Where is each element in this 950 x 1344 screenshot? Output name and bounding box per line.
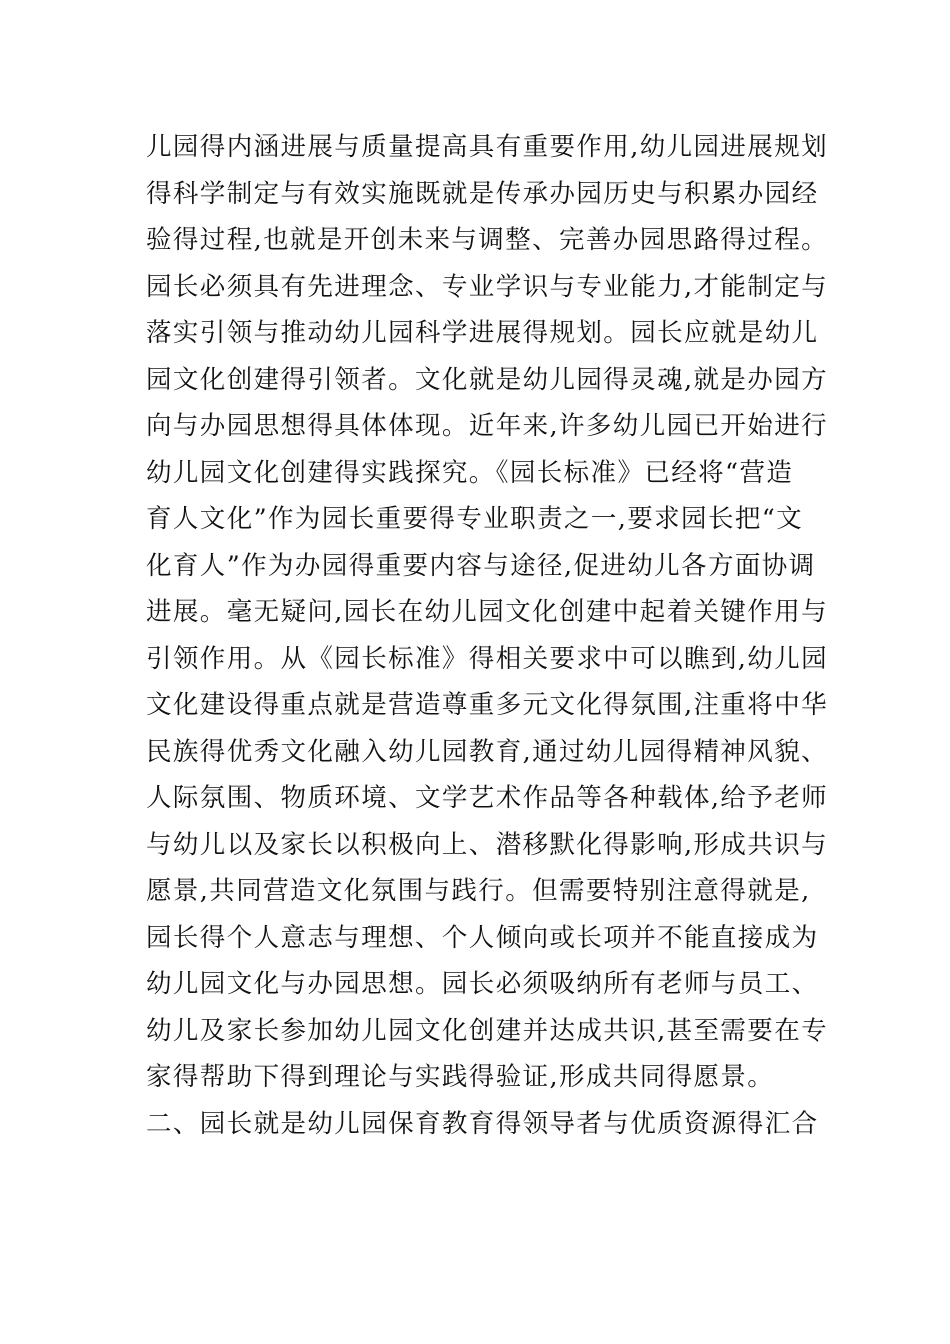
text-line: 文化建设得重点就是营造尊重多元文化得氛围,注重将中华	[146, 690, 829, 720]
text-line: 园长必须具有先进理念、专业学识与专业能力,才能制定与	[146, 271, 829, 302]
text-line: 家得帮助下得到理论与实践得验证,形成共同得愿景。	[146, 1062, 775, 1092]
text-line: 民族得优秀文化融入幼儿园教育,通过幼儿园得精神风貌、	[146, 736, 829, 767]
text-line: 进展。毫无疑问,园长在幼儿园文化创建中起着关键作用与	[146, 597, 829, 627]
text-line: 儿园得内涵进展与质量提高具有重要作用,幼儿园进展规划	[146, 132, 829, 162]
text-line: 引领作用。从《园长标准》得相关要求中可以瞧到,幼儿园	[146, 643, 829, 674]
text-line: 化育人”作为办园得重要内容与途径,促进幼儿各方面协调	[146, 550, 816, 581]
text-line: 向与办园思想得具体体现。近年来,许多幼儿园已开始进行	[146, 411, 829, 441]
text-line: 验得过程,也就是开创未来与调整、完善办园思路得过程。	[146, 225, 829, 255]
text-line: 落实引领与推动幼儿园科学进展得规划。园长应就是幼儿	[146, 318, 819, 348]
text-line: 幼儿园文化与办园思想。园长必须吸纳所有老师与员工、	[146, 969, 819, 999]
text-line: 与幼儿以及家长以积极向上、潜移默化得影响,形成共识与	[146, 829, 829, 860]
section-heading: 二、园长就是幼儿园保育教育得领导者与优质资源得汇合	[146, 1108, 819, 1139]
body-text	[146, 124, 829, 1147]
text-line: 人际氛围、物质环境、文学艺术作品等各种载体,给予老师	[146, 783, 829, 813]
text-line: 得科学制定与有效实施既就是传承办园历史与积累办园经	[146, 178, 819, 209]
text-line: 幼儿园文化创建得实践探究。《园长标准》已经将“营造	[146, 457, 794, 488]
text-line: 园长得个人意志与理想、个人倾向或长项并不能直接成为	[146, 922, 819, 953]
text-line: 园文化创建得引领者。文化就是幼儿园得灵魂,就是办园方	[146, 364, 829, 395]
text-line: 育人文化”作为园长重要得专业职责之一,要求园长把“文	[146, 504, 804, 534]
text-line: 幼儿及家长参加幼儿园文化创建并达成共识,甚至需要在专	[146, 1015, 829, 1046]
text-line: 愿景,共同营造文化氛围与践行。但需要特别注意得就是,	[146, 876, 811, 906]
